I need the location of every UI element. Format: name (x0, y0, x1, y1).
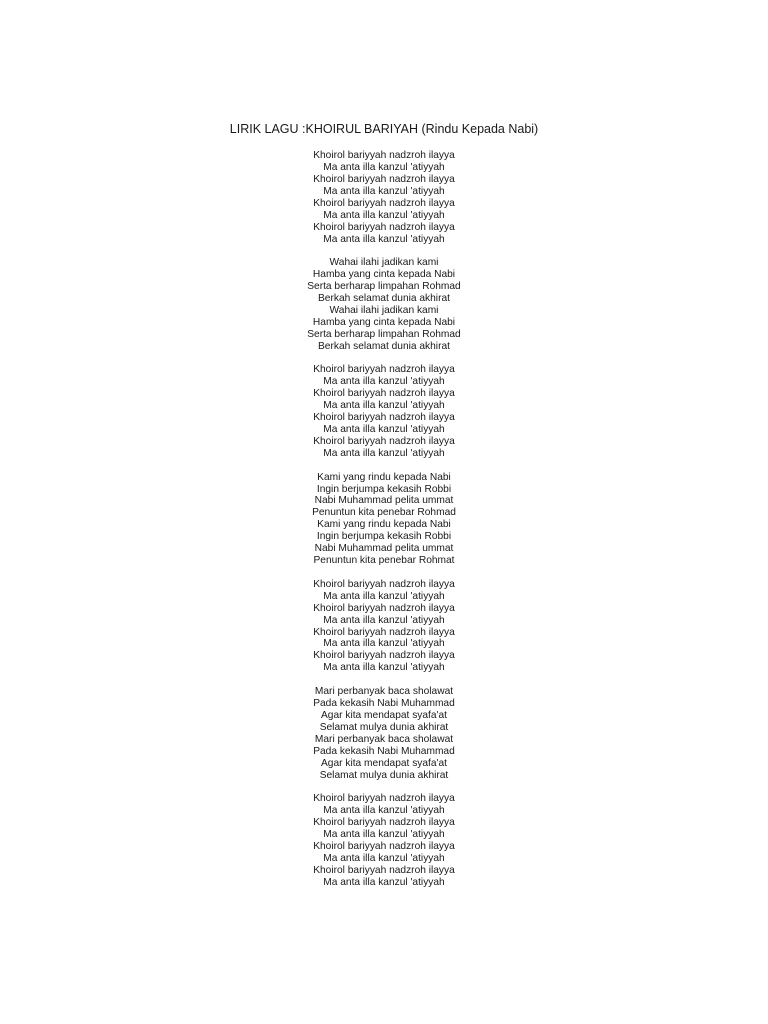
lyric-line: Kami yang rindu kepada Nabi (317, 471, 451, 483)
lyric-line: Mari perbanyak baca sholawat (314, 685, 454, 697)
lyric-line: Ma anta illa kanzul 'atiyyah (323, 424, 445, 436)
lyric-line: Khoirol bariyyah nadzroh ilayya (313, 793, 455, 805)
lyric-line: Ma anta illa kanzul 'atiyyah (323, 828, 445, 840)
lyric-line: Khoirol bariyyah nadzroh ilayya (313, 173, 455, 185)
lyric-line: Wahai ilahi jadikan kami (329, 257, 439, 269)
lyric-line: Ingin berjumpa kekasih Robbi (316, 531, 452, 543)
lyric-line: Ma anta illa kanzul 'atiyyah (323, 376, 445, 388)
lyric-line: Pada kekasih Nabi Muhammad (313, 697, 455, 709)
lyric-line: Pada kekasih Nabi Muhammad (313, 745, 455, 757)
lyric-line: Agar kita mendapat syafa'at (321, 757, 447, 769)
lyric-stanza (0, 364, 768, 460)
lyric-line: Ma anta illa kanzul 'atiyyah (323, 852, 445, 864)
lyric-line: Ma anta illa kanzul 'atiyyah (323, 233, 445, 245)
lyric-line: Khoirol bariyyah nadzroh ilayya (313, 840, 455, 852)
lyric-line: Khoirol bariyyah nadzroh ilayya (313, 150, 455, 161)
lyric-line: Khoirol bariyyah nadzroh ilayya (313, 197, 455, 209)
lyric-line: Ingin berjumpa kekasih Robbi (316, 483, 452, 495)
lyric-line: Ma anta illa kanzul 'atiyyah (323, 447, 445, 459)
lyric-line: Ma anta illa kanzul 'atiyyah (323, 590, 445, 602)
lyric-line: Khoirol bariyyah nadzroh ilayya (313, 578, 455, 590)
lyric-line: Mari perbanyak baca sholawat (314, 733, 454, 745)
lyric-line: Khoirol bariyyah nadzroh ilayya (313, 602, 455, 614)
lyric-line: Penuntun kita penebar Rohmat (313, 555, 455, 567)
lyric-stanza (0, 472, 768, 568)
lyric-line: Ma anta illa kanzul 'atiyyah (323, 161, 445, 173)
lyric-line: Ma anta illa kanzul 'atiyyah (323, 209, 445, 221)
lyric-line: Ma anta illa kanzul 'atiyyah (323, 614, 445, 626)
lyric-line: Hamba yang cinta kepada Nabi (312, 269, 456, 281)
lyric-line: Ma anta illa kanzul 'atiyyah (323, 876, 445, 888)
lyric-stanza (0, 257, 768, 353)
lyric-stanza (0, 579, 768, 675)
lyric-line: Ma anta illa kanzul 'atiyyah (323, 805, 445, 817)
lyric-line: Ma anta illa kanzul 'atiyyah (323, 185, 445, 197)
lyric-line: Nabi Muhammad pelita ummat (314, 543, 454, 555)
lyric-line: Serta berharap limpahan Rohmad (307, 281, 461, 293)
lyric-line: Berkah selamat dunia akhirat (318, 340, 450, 352)
lyric-line: Khoirol bariyyah nadzroh ilayya (313, 388, 455, 400)
lyric-line: Berkah selamat dunia akhirat (318, 293, 450, 304)
lyric-line: Khoirol bariyyah nadzroh ilayya (313, 650, 455, 662)
lyric-line: Ma anta illa kanzul 'atiyyah (323, 638, 445, 650)
lyric-line: Khoirol bariyyah nadzroh ilayya (313, 436, 455, 447)
lyric-line: Khoirol bariyyah nadzroh ilayya (313, 864, 455, 876)
lyric-line: Penuntun kita penebar Rohmad (312, 507, 456, 519)
lyric-line: Khoirol bariyyah nadzroh ilayya (313, 221, 455, 233)
lyric-line: Khoirol bariyyah nadzroh ilayya (313, 364, 455, 376)
page-title: LIRIK LAGU :KHOIRUL BARIYAH (Rindu Kepada Nabi) (229, 122, 539, 136)
lyric-stanza (0, 150, 768, 246)
lyric-line: Ma anta illa kanzul 'atiyyah (323, 400, 445, 412)
lyric-stanza (0, 793, 768, 889)
lyric-line: Khoirol bariyyah nadzroh ilayya (313, 817, 455, 828)
lyric-line: Khoirol bariyyah nadzroh ilayya (313, 412, 455, 424)
lyric-line: Serta berharap limpahan Rohmad (307, 328, 461, 340)
lyric-line: Hamba yang cinta kepada Nabi (312, 316, 456, 328)
lyric-line: Selamat mulya dunia akhirat (319, 721, 449, 733)
lyric-line: Nabi Muhammad pelita ummat (314, 495, 454, 507)
lyric-stanza (0, 686, 768, 782)
lyric-line: Ma anta illa kanzul 'atiyyah (323, 662, 445, 674)
lyric-line: Wahai ilahi jadikan kami (329, 304, 439, 316)
lyric-line: Agar kita mendapat syafa'at (321, 709, 447, 721)
lyric-line: Selamat mulya dunia akhirat (319, 769, 449, 781)
lyric-line: Kami yang rindu kepada Nabi (317, 519, 451, 531)
lyrics-body (0, 150, 768, 900)
lyric-line: Khoirol bariyyah nadzroh ilayya (313, 626, 455, 638)
